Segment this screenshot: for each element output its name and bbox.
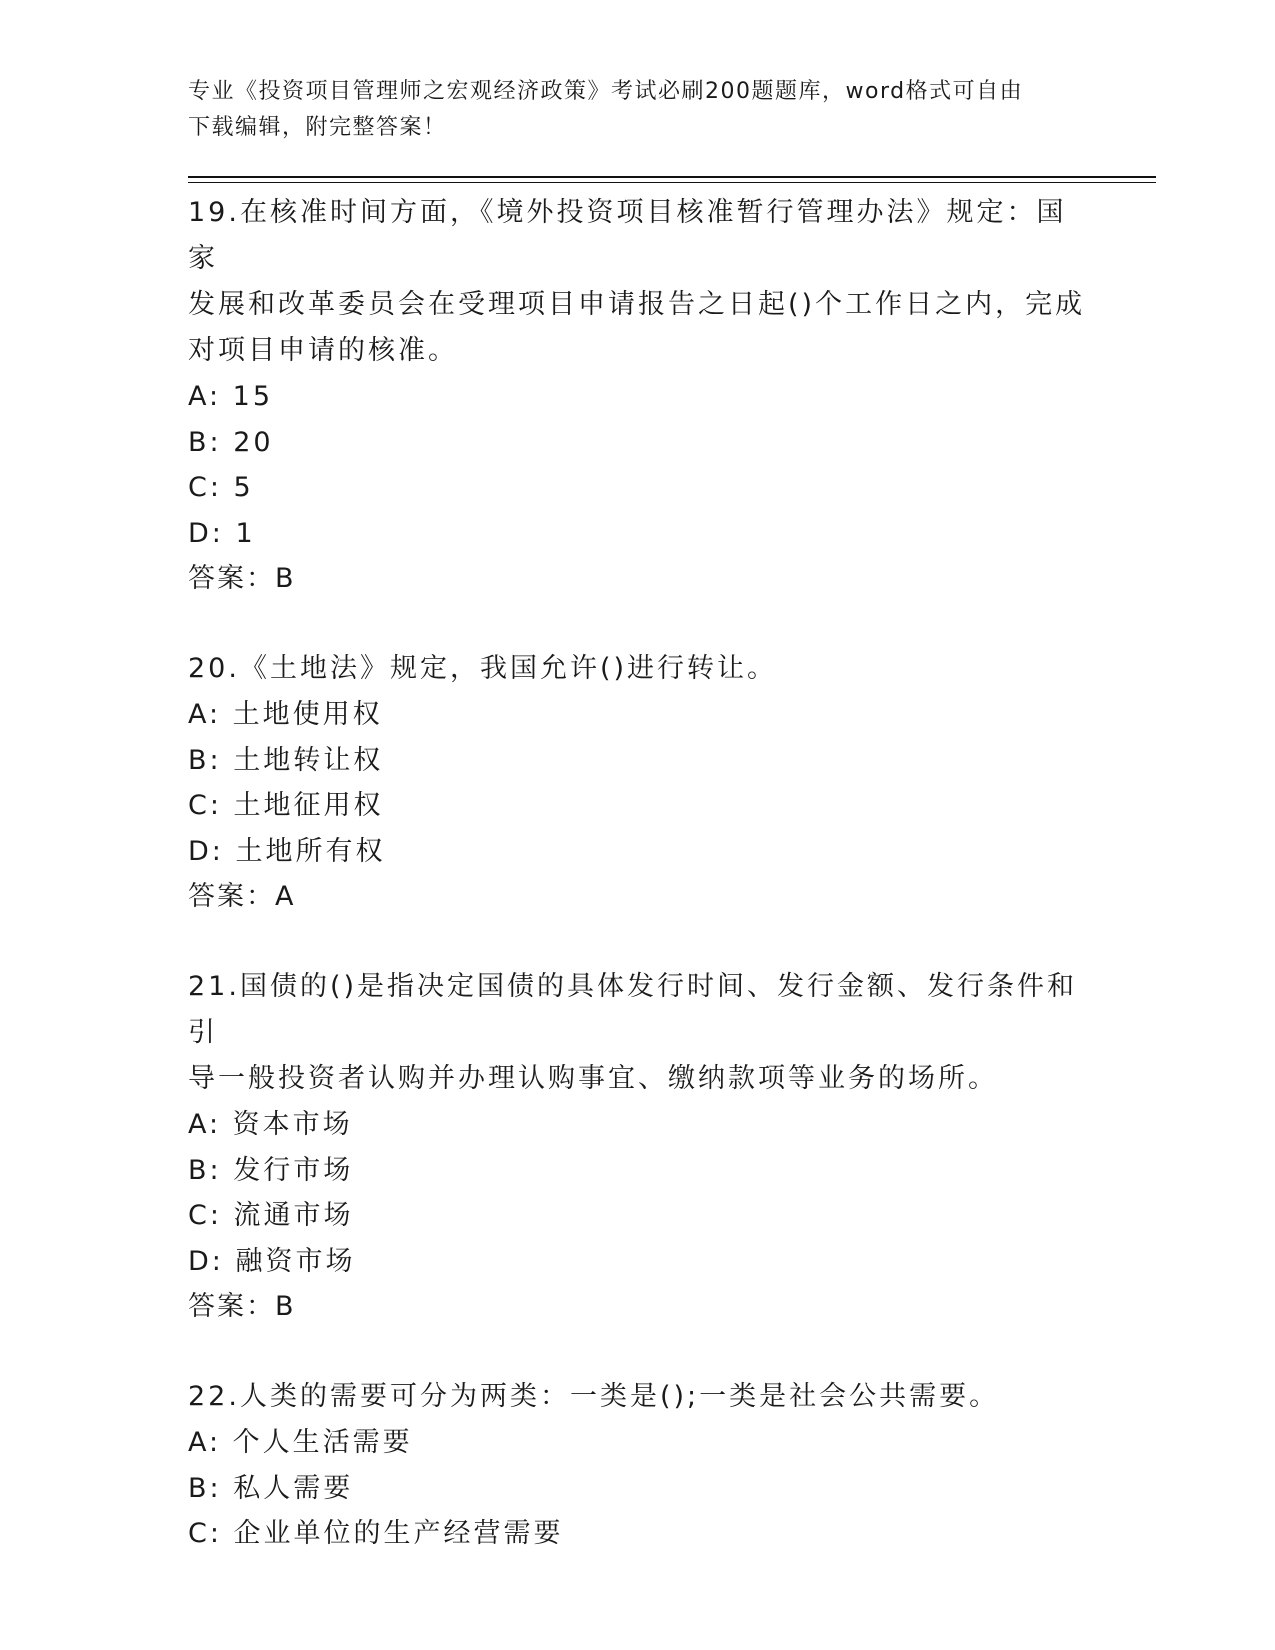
option-c: C: 流通市场: [188, 1200, 354, 1231]
option-a: A: 个人生活需要: [188, 1427, 413, 1458]
option-b: B: 20: [188, 426, 274, 458]
answer-line: 答案：B: [188, 1291, 296, 1322]
option-a: A: 土地使用权: [188, 699, 383, 730]
option-b: B: 发行市场: [188, 1154, 354, 1186]
header-line-1: 专业《投资项目管理师之宏观经济政策》考试必刷200题题库，word格式可自由: [188, 79, 1024, 104]
option-d: D: 1: [188, 517, 256, 549]
question-20: [188, 646, 1088, 920]
question-22: [188, 1374, 1088, 1557]
question-stem-line: 21.国债的()是指决定国债的具体发行时间、发行金额、发行条件和引: [188, 971, 1078, 1048]
question-stem-line: 发展和改革委员会在受理项目申请报告之日起()个工作日之内，完成: [188, 289, 1086, 320]
option-a: A: 15: [188, 381, 274, 412]
question-list: [188, 190, 1088, 1557]
question-stem-line: 对项目申请的核准。: [188, 335, 458, 366]
option-c: C: 5: [188, 472, 254, 503]
option-c: C: 土地征用权: [188, 790, 384, 821]
document-header: [188, 74, 1088, 146]
question-stem-line: 导一般投资者认购并办理认购事宜、缴纳款项等业务的场所。: [188, 1063, 998, 1094]
option-b: B: 私人需要: [188, 1472, 354, 1504]
question-stem-line: 22.人类的需要可分为两类：一类是();一类是社会公共需要。: [188, 1381, 1000, 1412]
option-d: D: 土地所有权: [188, 835, 386, 867]
option-c: C: 企业单位的生产经营需要: [188, 1518, 564, 1549]
header-divider-thick: [188, 176, 1156, 178]
question-stem-line: 20.《土地法》规定，我国允许()进行转让。: [188, 653, 778, 684]
question-stem-line: 19.在核准时间方面，《境外投资项目核准暂行管理办法》规定：国家: [188, 197, 1067, 274]
question-spacer: [188, 602, 1088, 646]
question-21: [188, 964, 1088, 1330]
question-spacer: [188, 920, 1088, 964]
option-b: B: 土地转让权: [188, 744, 384, 776]
answer-line: 答案：A: [188, 881, 296, 912]
header-divider-thin: [188, 182, 1156, 183]
header-line-2: 下载编辑，附完整答案！: [188, 115, 447, 140]
question-spacer: [188, 1330, 1088, 1374]
option-a: A: 资本市场: [188, 1109, 353, 1140]
question-19: [188, 190, 1088, 602]
option-d: D: 融资市场: [188, 1245, 356, 1277]
answer-line: 答案：B: [188, 563, 296, 594]
